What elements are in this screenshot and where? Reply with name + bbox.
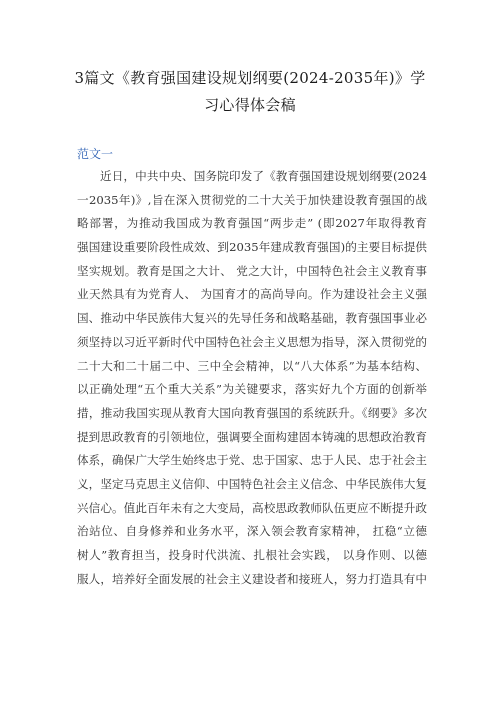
paragraph-line: 以正确处理“五个重大关系”为关键要求，落实好九个方面的创新举 <box>77 382 427 397</box>
paragraph-line: 树人”教育担当，投身时代洪流、扎根社会实践， 以身作则、以德 <box>77 548 427 562</box>
paragraph-line: 二十大和二十届二中、三中全会精神，以“八大体系”为基本结构、 <box>77 358 427 373</box>
paragraph-line: 坚实规划。教育是国之大计、 党之大计，中国特色社会主义教育事 <box>77 263 427 278</box>
paragraph-line: 须坚持以习近平新时代中国特色社会主义思想为指导，深入贯彻党的 <box>77 334 427 349</box>
paragraph-line: 义，坚定马克思主义信仰、中国特色社会主义信念、中华民族伟大复 <box>77 476 427 491</box>
paragraph-line: 国、推动中华民族伟大复兴的先导任务和战略基础，教育强国事业必 <box>77 311 427 326</box>
paragraph-line: 服人，培养好全面发展的社会主义建设者和接班人，努力打造具有中 <box>77 571 427 586</box>
paragraph-line: 提到思政教育的引领地位，强调要全面构建固本铸魂的思想政治教育 <box>77 429 427 444</box>
section-heading: 范文一 <box>77 147 114 161</box>
paragraph-line: 近日，中共中央、国务院印发了《教育强国建设规划纲要(2024 <box>100 169 427 183</box>
paragraph-line: 体系，确保广大学生始终忠于党、忠于国家、忠于人民、忠于社会主 <box>77 453 427 468</box>
document-title-line-1: 3篇文《教育强国建设规划纲要(2024-2035年)》学 <box>74 69 426 87</box>
paragraph-line: 强国建设重要阶段性成效、到2035年建成教育强国)的主要目标提供 <box>77 240 427 255</box>
body-paragraph <box>77 165 427 591</box>
paragraph-line: 措，推动我国实现从教育大国向教育强国的系统跃升。《纲要》多次 <box>77 405 427 420</box>
paragraph-line: 略部署，为推动我国成为教育强国“两步走” (即2027年取得教育 <box>77 216 427 231</box>
paragraph-line: 治站位、自身修养和业务水平，深入领会教育家精神， 扛稳“立德 <box>77 524 427 539</box>
document-title-line-2: 习心得体会稿 <box>204 96 296 114</box>
paragraph-line: 兴信心。值此百年未有之大变局，高校思政教师队伍更应不断提升政 <box>77 500 427 515</box>
paragraph-line: 一2035年)》,旨在深入贯彻党的二十大关于加快建设教育强国的战 <box>77 192 427 207</box>
paragraph-line: 业天然具有为党育人、 为国育才的高尚导向。作为建设社会主义强 <box>77 287 427 302</box>
